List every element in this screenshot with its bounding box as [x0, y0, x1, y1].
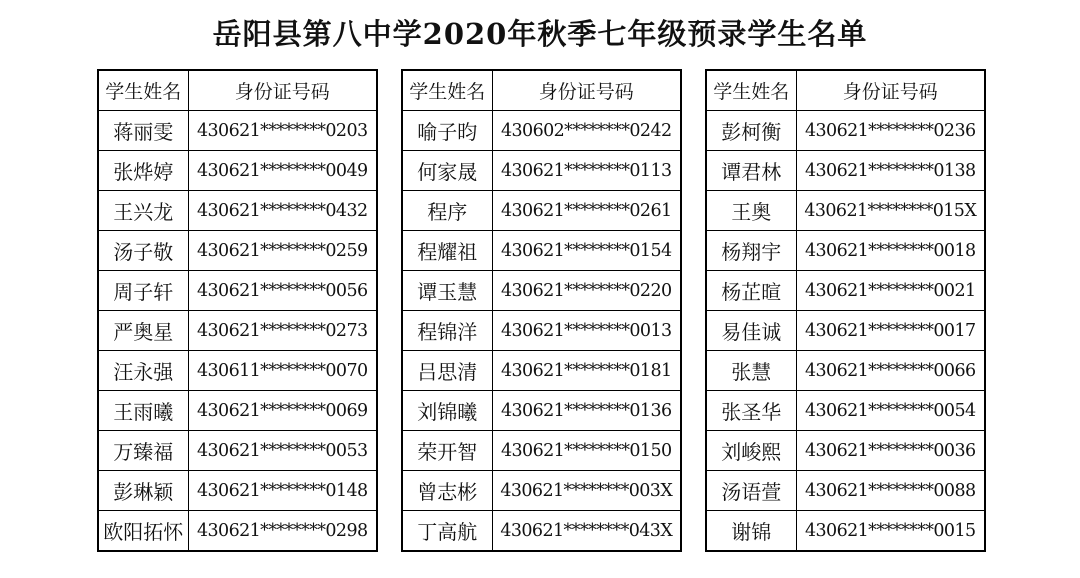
student-name-cell: 张圣华 — [706, 391, 796, 431]
student-name-cell: 张慧 — [706, 351, 796, 391]
id-number-cell: 430621********0298 — [188, 511, 377, 552]
table-header-row — [706, 70, 985, 111]
id-number-cell: 430621********015X — [796, 191, 985, 231]
table-body — [98, 111, 377, 552]
id-number-cell: 430621********0021 — [796, 271, 985, 311]
id-number-cell: 430621********0069 — [188, 391, 377, 431]
table-row — [706, 351, 985, 391]
table-row — [402, 231, 681, 271]
table-row — [706, 231, 985, 271]
student-name-cell: 谭玉慧 — [402, 271, 492, 311]
student-table-3 — [705, 69, 986, 552]
table-row — [402, 431, 681, 471]
student-name-cell: 彭柯衡 — [706, 111, 796, 151]
table-row — [402, 111, 681, 151]
id-number-cell: 430621********0236 — [796, 111, 985, 151]
id-number-cell: 430621********0036 — [796, 431, 985, 471]
table-row — [98, 391, 377, 431]
id-number-cell: 430621********0018 — [796, 231, 985, 271]
table-row — [98, 431, 377, 471]
id-number-cell: 430621********0150 — [492, 431, 681, 471]
id-number-cell: 430621********0273 — [188, 311, 377, 351]
table-header-row — [402, 70, 681, 111]
id-number-cell: 430621********0136 — [492, 391, 681, 431]
table-row — [402, 311, 681, 351]
student-name-cell: 刘锦曦 — [402, 391, 492, 431]
page-title: 岳阳县第八中学2020年秋季七年级预录学生名单 — [212, 17, 868, 51]
student-name-cell: 易佳诚 — [706, 311, 796, 351]
id-number-cell: 430621********0154 — [492, 231, 681, 271]
id-number-cell: 430621********0181 — [492, 351, 681, 391]
student-name-cell: 丁高航 — [402, 511, 492, 552]
table-body — [402, 111, 681, 552]
id-number-cell: 430621********043X — [492, 511, 681, 552]
id-number-cell: 430621********003X — [492, 471, 681, 511]
student-name-cell: 汤子敬 — [98, 231, 188, 271]
student-name-cell: 程序 — [402, 191, 492, 231]
header-id-number: 身份证号码 — [492, 70, 681, 111]
table-row — [706, 311, 985, 351]
id-number-cell: 430621********0138 — [796, 151, 985, 191]
id-number-cell: 430621********0015 — [796, 511, 985, 552]
id-number-cell: 430621********0056 — [188, 271, 377, 311]
id-number-cell: 430602********0242 — [492, 111, 681, 151]
student-name-cell: 严奥星 — [98, 311, 188, 351]
id-number-cell: 430621********0088 — [796, 471, 985, 511]
header-student-name: 学生姓名 — [706, 70, 796, 111]
id-number-cell: 430621********0049 — [188, 151, 377, 191]
id-number-cell: 430621********0066 — [796, 351, 985, 391]
table-body — [706, 111, 985, 552]
id-number-cell: 430621********0113 — [492, 151, 681, 191]
table-row — [706, 191, 985, 231]
student-name-cell: 汪永强 — [98, 351, 188, 391]
table-row — [98, 151, 377, 191]
table-row — [402, 271, 681, 311]
id-number-cell: 430621********0259 — [188, 231, 377, 271]
table-row — [706, 271, 985, 311]
table-row — [98, 511, 377, 552]
id-number-cell: 430621********0053 — [188, 431, 377, 471]
table-row — [98, 471, 377, 511]
table-row — [98, 111, 377, 151]
student-name-cell: 汤语萱 — [706, 471, 796, 511]
table-row — [98, 351, 377, 391]
id-number-cell: 430621********0017 — [796, 311, 985, 351]
student-name-cell: 程锦洋 — [402, 311, 492, 351]
header-id-number: 身份证号码 — [796, 70, 985, 111]
student-name-cell: 王兴龙 — [98, 191, 188, 231]
table-row — [402, 511, 681, 552]
id-number-cell: 430621********0220 — [492, 271, 681, 311]
id-number-cell: 430611********0070 — [188, 351, 377, 391]
student-name-cell: 万臻福 — [98, 431, 188, 471]
table-row — [402, 191, 681, 231]
id-number-cell: 430621********0148 — [188, 471, 377, 511]
student-name-cell: 彭琳颖 — [98, 471, 188, 511]
student-name-cell: 杨芷暄 — [706, 271, 796, 311]
student-name-cell: 谭君林 — [706, 151, 796, 191]
table-row — [98, 311, 377, 351]
id-number-cell: 430621********0261 — [492, 191, 681, 231]
student-name-cell: 吕思清 — [402, 351, 492, 391]
student-name-cell: 荣开智 — [402, 431, 492, 471]
student-name-cell: 张烨婷 — [98, 151, 188, 191]
table-row — [706, 471, 985, 511]
student-name-cell: 杨翔宇 — [706, 231, 796, 271]
table-header-row — [98, 70, 377, 111]
student-name-cell: 蒋丽雯 — [98, 111, 188, 151]
student-name-cell: 程耀祖 — [402, 231, 492, 271]
student-name-cell: 喻子昀 — [402, 111, 492, 151]
table-row — [98, 271, 377, 311]
table-row — [98, 231, 377, 271]
table-row — [706, 391, 985, 431]
student-name-cell: 王奥 — [706, 191, 796, 231]
id-number-cell: 430621********0013 — [492, 311, 681, 351]
table-row — [402, 351, 681, 391]
student-table-2 — [401, 69, 682, 552]
table-row — [402, 471, 681, 511]
student-name-cell: 何家晟 — [402, 151, 492, 191]
header-student-name: 学生姓名 — [402, 70, 492, 111]
table-row — [98, 191, 377, 231]
student-name-cell: 周子轩 — [98, 271, 188, 311]
student-name-cell: 王雨曦 — [98, 391, 188, 431]
student-name-cell: 谢锦 — [706, 511, 796, 552]
id-number-cell: 430621********0432 — [188, 191, 377, 231]
table-row — [706, 111, 985, 151]
header-student-name: 学生姓名 — [98, 70, 188, 111]
table-row — [402, 391, 681, 431]
table-row — [706, 511, 985, 552]
student-name-cell: 刘峻熙 — [706, 431, 796, 471]
table-row — [402, 151, 681, 191]
student-table-1 — [97, 69, 378, 552]
id-number-cell: 430621********0054 — [796, 391, 985, 431]
student-name-cell: 曾志彬 — [402, 471, 492, 511]
student-name-cell: 欧阳拓怀 — [98, 511, 188, 552]
header-id-number: 身份证号码 — [188, 70, 377, 111]
id-number-cell: 430621********0203 — [188, 111, 377, 151]
table-row — [706, 151, 985, 191]
table-row — [706, 431, 985, 471]
